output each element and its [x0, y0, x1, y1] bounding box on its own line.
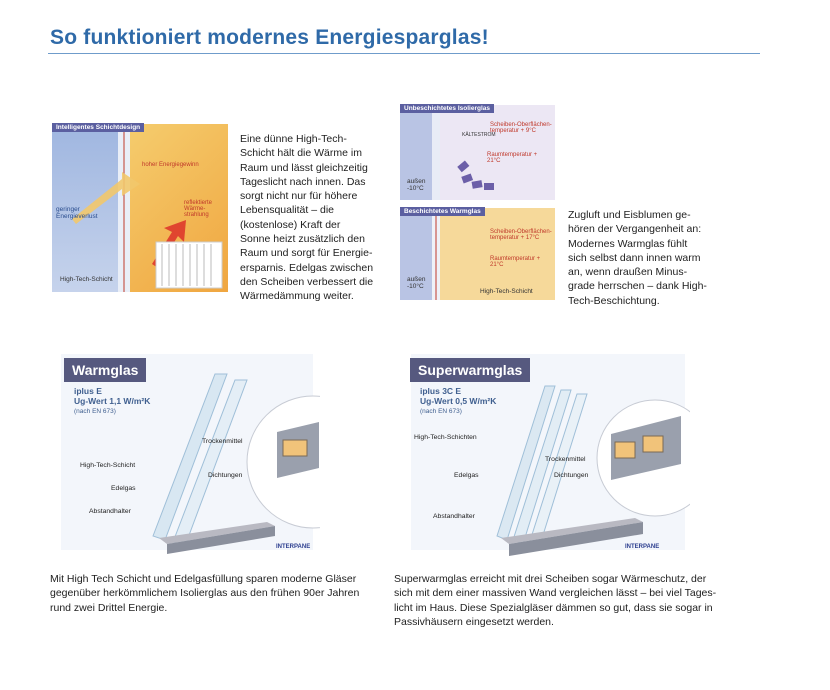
label-top-surface: Scheiben-Oberflächen-temperatur + 9°C	[490, 122, 552, 134]
caption-line: Mit High Tech Schicht und Edelgasfüllung sparen moderne Gläser	[50, 573, 357, 585]
text-line: Schicht hält die Wärme im	[240, 147, 362, 160]
superwarmglass-label-spacer: Abstandhalter	[433, 513, 475, 520]
warmglass-norm: (nach EN 673)	[74, 408, 116, 415]
coated-glass-tag: Beschichtetes Warmglas	[400, 207, 485, 216]
superwarmglass-product: iplus 3C E	[420, 386, 462, 396]
label-top-room: Raumtemperatur + 21°C	[487, 152, 538, 164]
warmglass-brand: INTERPANE	[276, 544, 311, 550]
text-line: Sonne heizt zusätzlich den	[240, 233, 365, 246]
text-line: Eine dünne High-Tech-	[240, 133, 347, 145]
caption-line: Passivhäusern eingesetzt werden.	[394, 615, 554, 628]
superwarmglass-label-dry: Trockenmittel	[545, 456, 586, 463]
warmglass-uvalue: Ug-Wert 1,1 W/m²K	[74, 396, 151, 406]
caption-line: rund zwei Drittel Energie.	[50, 601, 168, 614]
text-line: den Scheiben verbessert die	[240, 275, 374, 288]
text-line: Raum und sorgt für Energie-	[240, 247, 373, 260]
uncoated-glass-tag: Unbeschichtetes Isolierglas	[400, 104, 494, 113]
text-line: (kostenlose) Kraft der	[240, 218, 341, 231]
superwarmglass-tag: Superwarmglas	[410, 358, 530, 382]
text-line: sich selbst dann innen warm	[568, 251, 701, 264]
warmglass-label-layer: High-Tech-Schicht	[80, 462, 136, 469]
text-line: Modernes Warmglas fühlt	[568, 237, 688, 250]
label-top-outside: außen -10°C	[407, 178, 426, 192]
page-title: So funktioniert modernes Energiesparglas!	[50, 26, 489, 49]
caption-line: licht im Haus. Diese Spezialgläser dämmen so gut, dass sie sogar in	[394, 601, 713, 614]
label-high-tech-layer: High-Tech-Schicht	[60, 276, 113, 283]
warmglass-label-gas: Edelgas	[111, 485, 136, 492]
caption-line: Superwarmglas erreicht mit drei Scheiben sogar Wärmeschutz, der	[394, 573, 707, 585]
label-bottom-room: Raumtemperatur + 21°C	[490, 256, 541, 268]
warmglass-tag: Warmglas	[64, 358, 146, 382]
warmglass-label-dry: Trockenmittel	[202, 438, 243, 445]
warmglass-label-spacer: Abstandhalter	[89, 508, 131, 515]
label-high-energy: hoher Energiegewinn	[142, 162, 199, 168]
label-bottom-outside: außen -10°C	[407, 276, 426, 290]
caption-line: sich mit dem einer massiven Wand vergleichen lässt – bei viel Tages-	[394, 587, 717, 600]
label-bottom-layer: High-Tech-Schicht	[480, 288, 533, 295]
text-line: hören der Vergangenheit an:	[568, 223, 702, 236]
warmglass-text	[568, 208, 718, 308]
warmglass-product: iplus E	[74, 386, 102, 396]
warmglass-caption	[50, 572, 380, 615]
label-reflected: reflektierte Wärme-strahlung	[184, 200, 213, 218]
superwarmglass-caption	[394, 572, 734, 629]
superwarmglass-label-seal: Dichtungen	[554, 472, 589, 479]
superwarmglass-norm: (nach EN 673)	[420, 408, 462, 415]
text-line: Tageslicht nach innen. Das	[240, 175, 366, 188]
text-line: Tech-Beschichtung.	[568, 294, 660, 307]
superwarmglass-label-layers: High-Tech-Schichten	[414, 434, 477, 441]
layer-design-tag: Intelligentes Schichtdesign	[52, 123, 144, 132]
title-rule	[48, 53, 760, 54]
text-line: grade herrschen – dank High-	[568, 280, 707, 293]
text-line: Lebensqualität – die	[240, 204, 334, 217]
text-line: Raum und lässt gleichzeitig	[240, 161, 368, 174]
text-line: sorgt nicht nur für höhere	[240, 190, 358, 203]
label-low-loss: geringer Energieverlust	[56, 206, 98, 220]
superwarmglass-uvalue: Ug-Wert 0,5 W/m²K	[420, 396, 497, 406]
label-cold-stream: KÄLTESTROM	[462, 132, 496, 138]
layer-design-text	[240, 132, 380, 304]
text-line: Zugluft und Eisblumen ge-	[568, 209, 691, 221]
text-line: an, wenn draußen Minus-	[568, 266, 688, 279]
text-line: Wärmedämmung weiter.	[240, 290, 354, 303]
label-bottom-surface: Scheiben-Oberflächen-temperatur + 17°C	[490, 229, 552, 241]
text-line: ersparnis. Edelgas zwischen	[240, 261, 374, 274]
warmglass-label-seal: Dichtungen	[208, 472, 243, 479]
caption-line: gegenüber herkömmlichem Isolierglas aus den frühen 90er Jahren	[50, 587, 360, 600]
superwarmglass-brand: INTERPANE	[625, 544, 660, 550]
superwarmglass-label-gas: Edelgas	[454, 472, 479, 479]
